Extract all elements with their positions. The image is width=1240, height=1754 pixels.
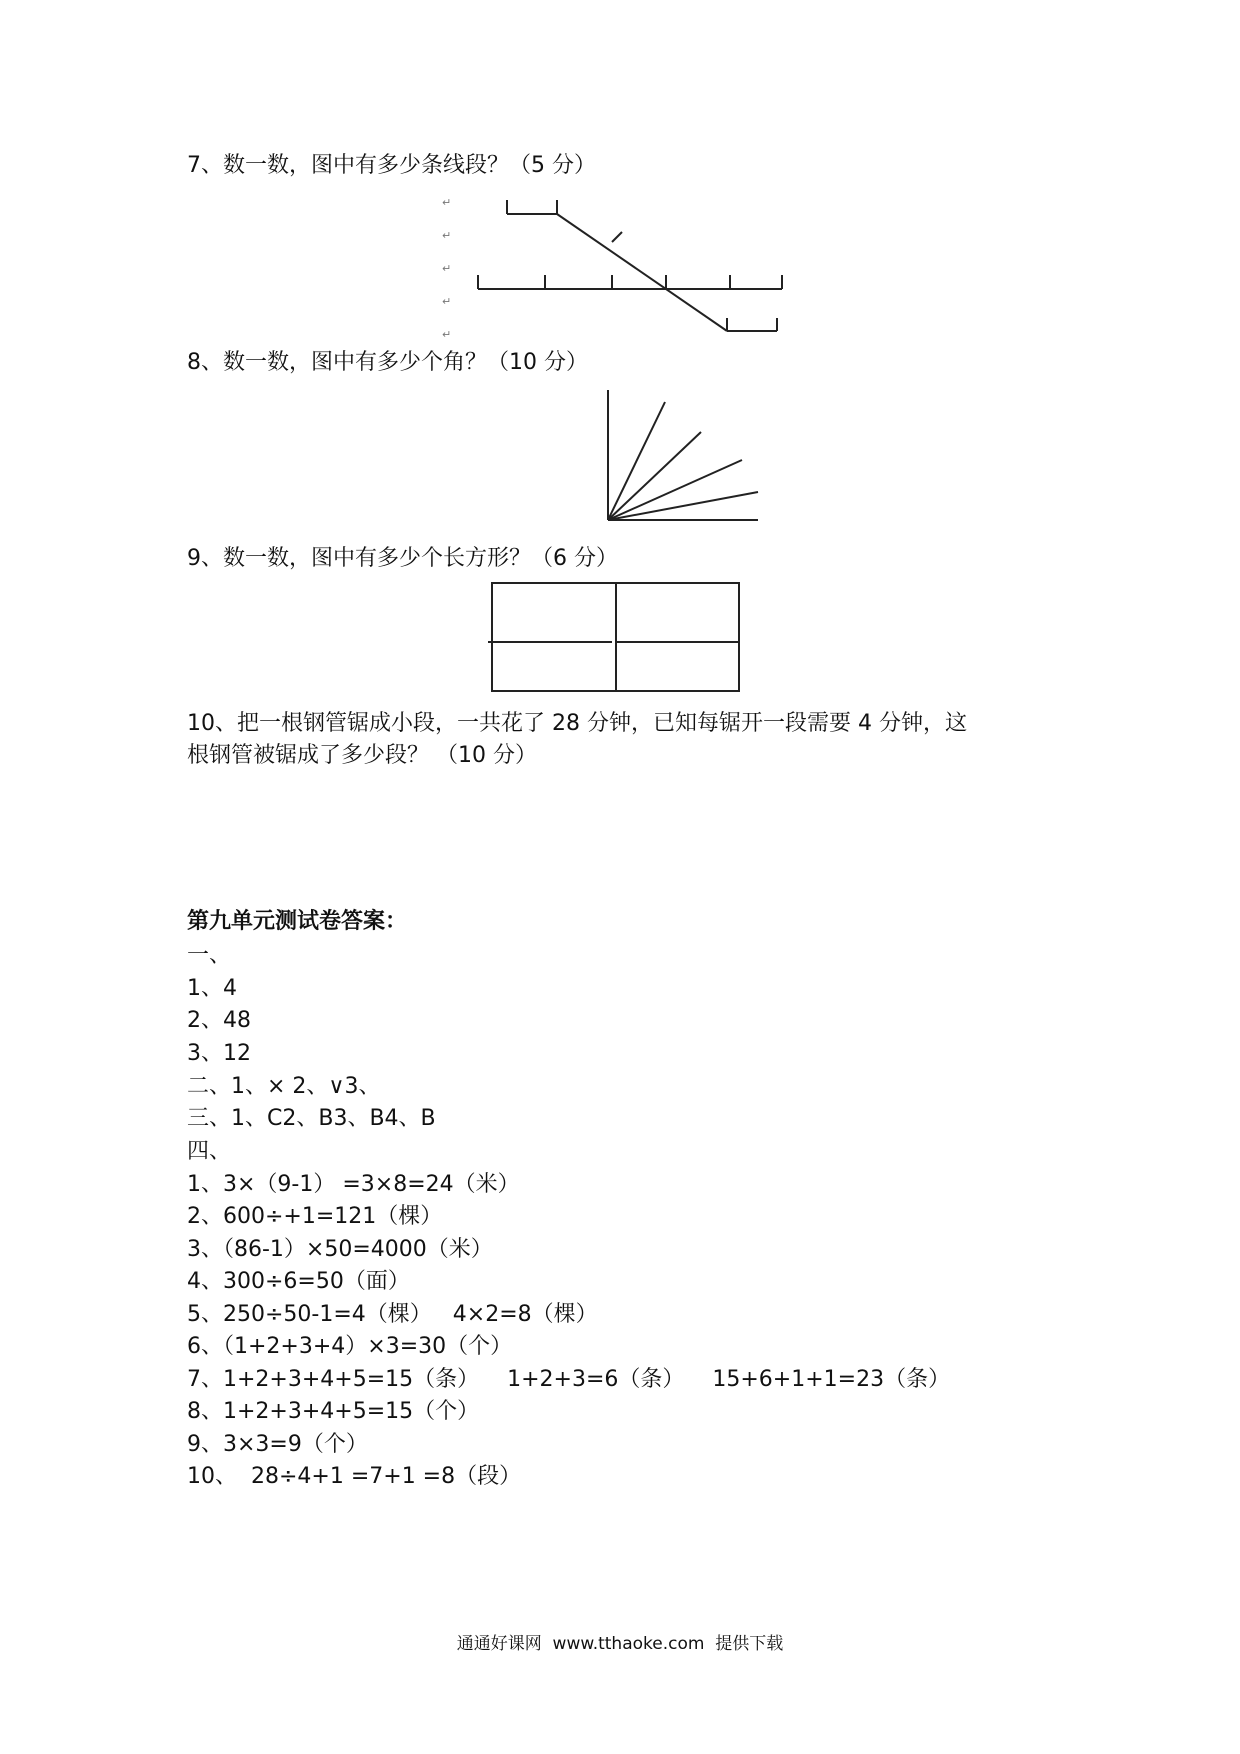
answer-line: 5、250÷50-1=4（棵） 4×2=8（棵） (187, 1302, 598, 1327)
paragraph-mark: ↵ (442, 196, 452, 209)
answer-line: 四、 (187, 1139, 232, 1164)
answer-line: 2、48 (187, 1008, 251, 1033)
answer-line: 一、 (187, 943, 232, 968)
answer-line: 6、（1+2+3+4）×3=30（个） (187, 1334, 513, 1359)
paragraph-mark: ↵ (442, 262, 452, 275)
answer-line: 1、4 (187, 976, 237, 1001)
page-footer: 通通好课网 www.tthaoke.com 提供下载 (456, 1634, 784, 1654)
answer-line: 1、3×（9-1） =3×8=24（米） (187, 1172, 520, 1197)
question-7: 7、数一数，图中有多少条线段？（5 分） (187, 153, 596, 178)
paragraph-mark: ↵ (442, 229, 452, 242)
question-8: 8、数一数，图中有多少个角？（10 分） (187, 350, 588, 375)
paragraph-mark: ↵ (442, 295, 452, 308)
answer-line: 8、1+2+3+4+5=15（个） (187, 1399, 480, 1424)
answer-line: 三、1、C2、B3、B4、B (187, 1106, 436, 1131)
answer-line: 9、3×3=9（个） (187, 1432, 368, 1457)
answer-line: 2、600÷+1=121（棵） (187, 1204, 443, 1229)
answer-line: 3、（86-1）×50=4000（米） (187, 1237, 493, 1262)
question-10-line-1: 10、把一根钢管锯成小段，一共花了 28 分钟，已知每锯开一段需要 4 分钟，这 (187, 711, 967, 736)
answer-line: 7、1+2+3+4+5=15（条） 1+2+3=6（条） 15+6+1+1=23（条） (187, 1367, 951, 1392)
answer-line: 10、 28÷4+1 =7+1 =8（段） (187, 1464, 522, 1489)
answer-line: 4、300÷6=50（面） (187, 1269, 410, 1294)
paragraph-mark: ↵ (442, 328, 452, 341)
question-9: 9、数一数，图中有多少个长方形？（6 分） (187, 546, 618, 571)
answers-title: 第九单元测试卷答案： (187, 909, 408, 934)
answer-line: 二、1、× 2、∨3、 (187, 1074, 381, 1099)
answer-line: 3、12 (187, 1041, 251, 1066)
question-10-line-2: 根钢管被锯成了多少段？ （10 分） (187, 743, 537, 768)
